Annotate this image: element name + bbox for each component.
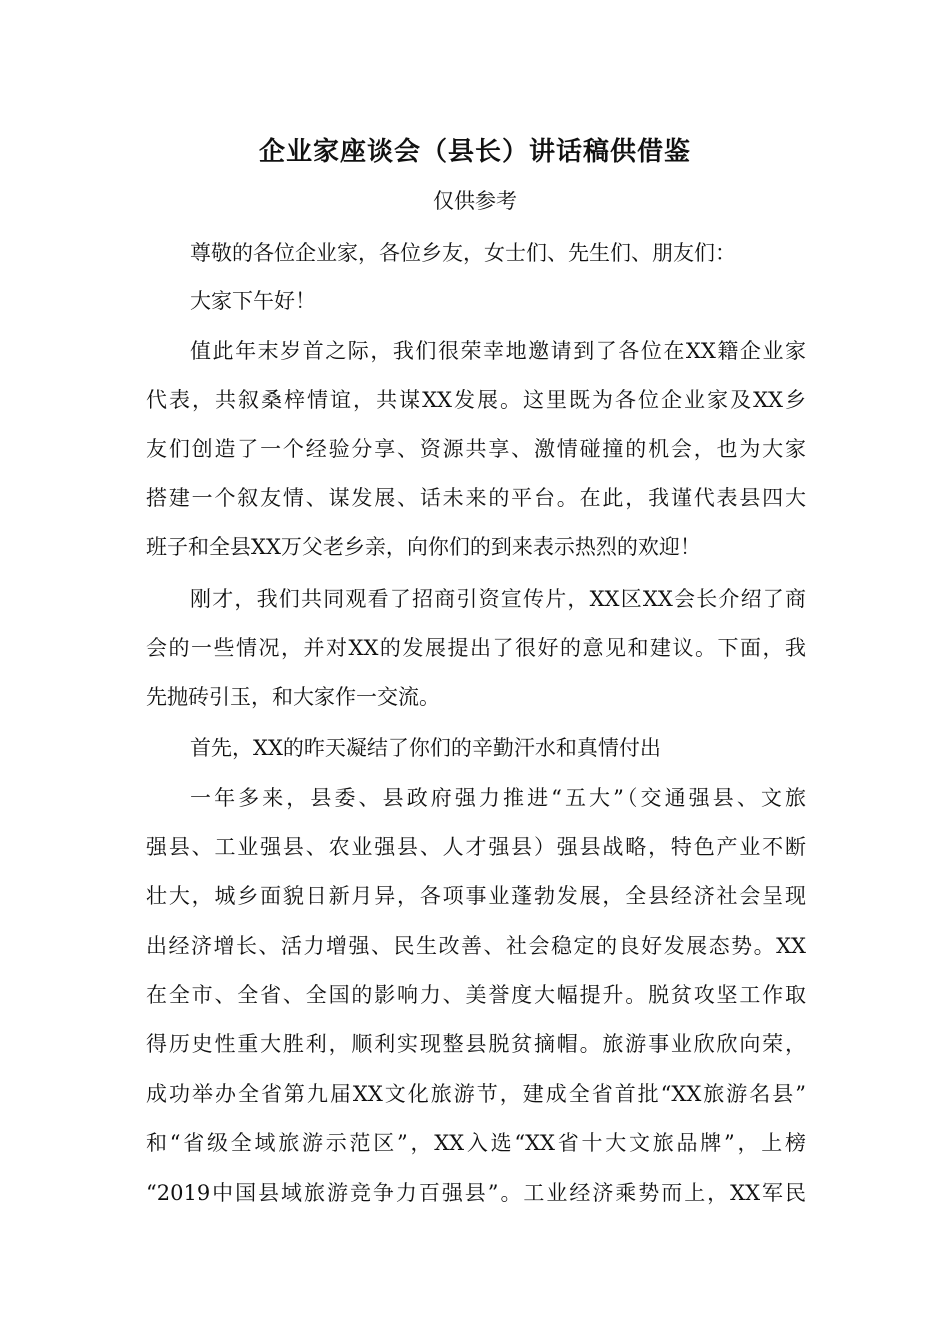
paragraph-line: 和“省级全域旅游示范区”，XX入选“XX省十大文旅品牌”，上榜 xyxy=(146,1131,806,1155)
document-title: 企业家座谈会（县长）讲话稿供借鉴 xyxy=(258,137,691,167)
paragraph-line: 出经济增长、活力增强、民生改善、社会稳定的良好发展态势。XX xyxy=(146,934,806,958)
paragraph-line: 友们创造了一个经验分享、资源共享、激情碰撞的机会，也为大家 xyxy=(146,437,806,461)
paragraph-line: 强县、工业强县、农业强县、人才强县）强县战略，特色产业不断 xyxy=(146,835,806,859)
paragraph-line: 一年多来，县委、县政府强力推进“五大”（交通强县、文旅 xyxy=(190,786,806,810)
greeting-line: 大家下午好！ xyxy=(190,289,316,313)
paragraph-line: 代表，共叙桑梓情谊，共谋XX发展。这里既为各位企业家及XX乡 xyxy=(146,388,806,412)
paragraph-line: 班子和全县XX万父老乡亲，向你们的到来表示热烈的欢迎！ xyxy=(146,535,701,559)
paragraph-line: 搭建一个叙友情、谋发展、话未来的平台。在此，我谨代表县四大 xyxy=(146,486,806,510)
paragraph-line: “2019中国县域旅游竞争力百强县”。工业经济乘势而上，XX军民 xyxy=(146,1181,806,1205)
paragraph-line: 先抛砖引玉，和大家作一交流。 xyxy=(146,685,440,709)
document-subtitle: 仅供参考 xyxy=(433,189,517,213)
paragraph-line: 得历史性重大胜利，顺利实现整县脱贫摘帽。旅游事业欣欣向荣， xyxy=(146,1032,806,1056)
paragraph-line: 成功举办全省第九届XX文化旅游节，建成全省首批“XX旅游名县” xyxy=(146,1082,806,1106)
paragraph-line: 会的一些情况，并对XX的发展提出了很好的意见和建议。下面，我 xyxy=(146,636,806,660)
salutation-line: 尊敬的各位企业家，各位乡友，女士们、先生们、朋友们： xyxy=(190,241,736,265)
paragraph-line: 壮大，城乡面貌日新月异，各项事业蓬勃发展，全县经济社会呈现 xyxy=(146,884,806,908)
paragraph-line: 刚才，我们共同观看了招商引资宣传片，XX区XX会长介绍了商 xyxy=(190,587,806,611)
paragraph-line: 在全市、全省、全国的影响力、美誉度大幅提升。脱贫攻坚工作取 xyxy=(146,983,806,1007)
section-heading-line: 首先，XX的昨天凝结了你们的辛勤汗水和真情付出 xyxy=(190,736,661,760)
paragraph-line: 值此年末岁首之际，我们很荣幸地邀请到了各位在XX籍企业家 xyxy=(190,339,806,363)
